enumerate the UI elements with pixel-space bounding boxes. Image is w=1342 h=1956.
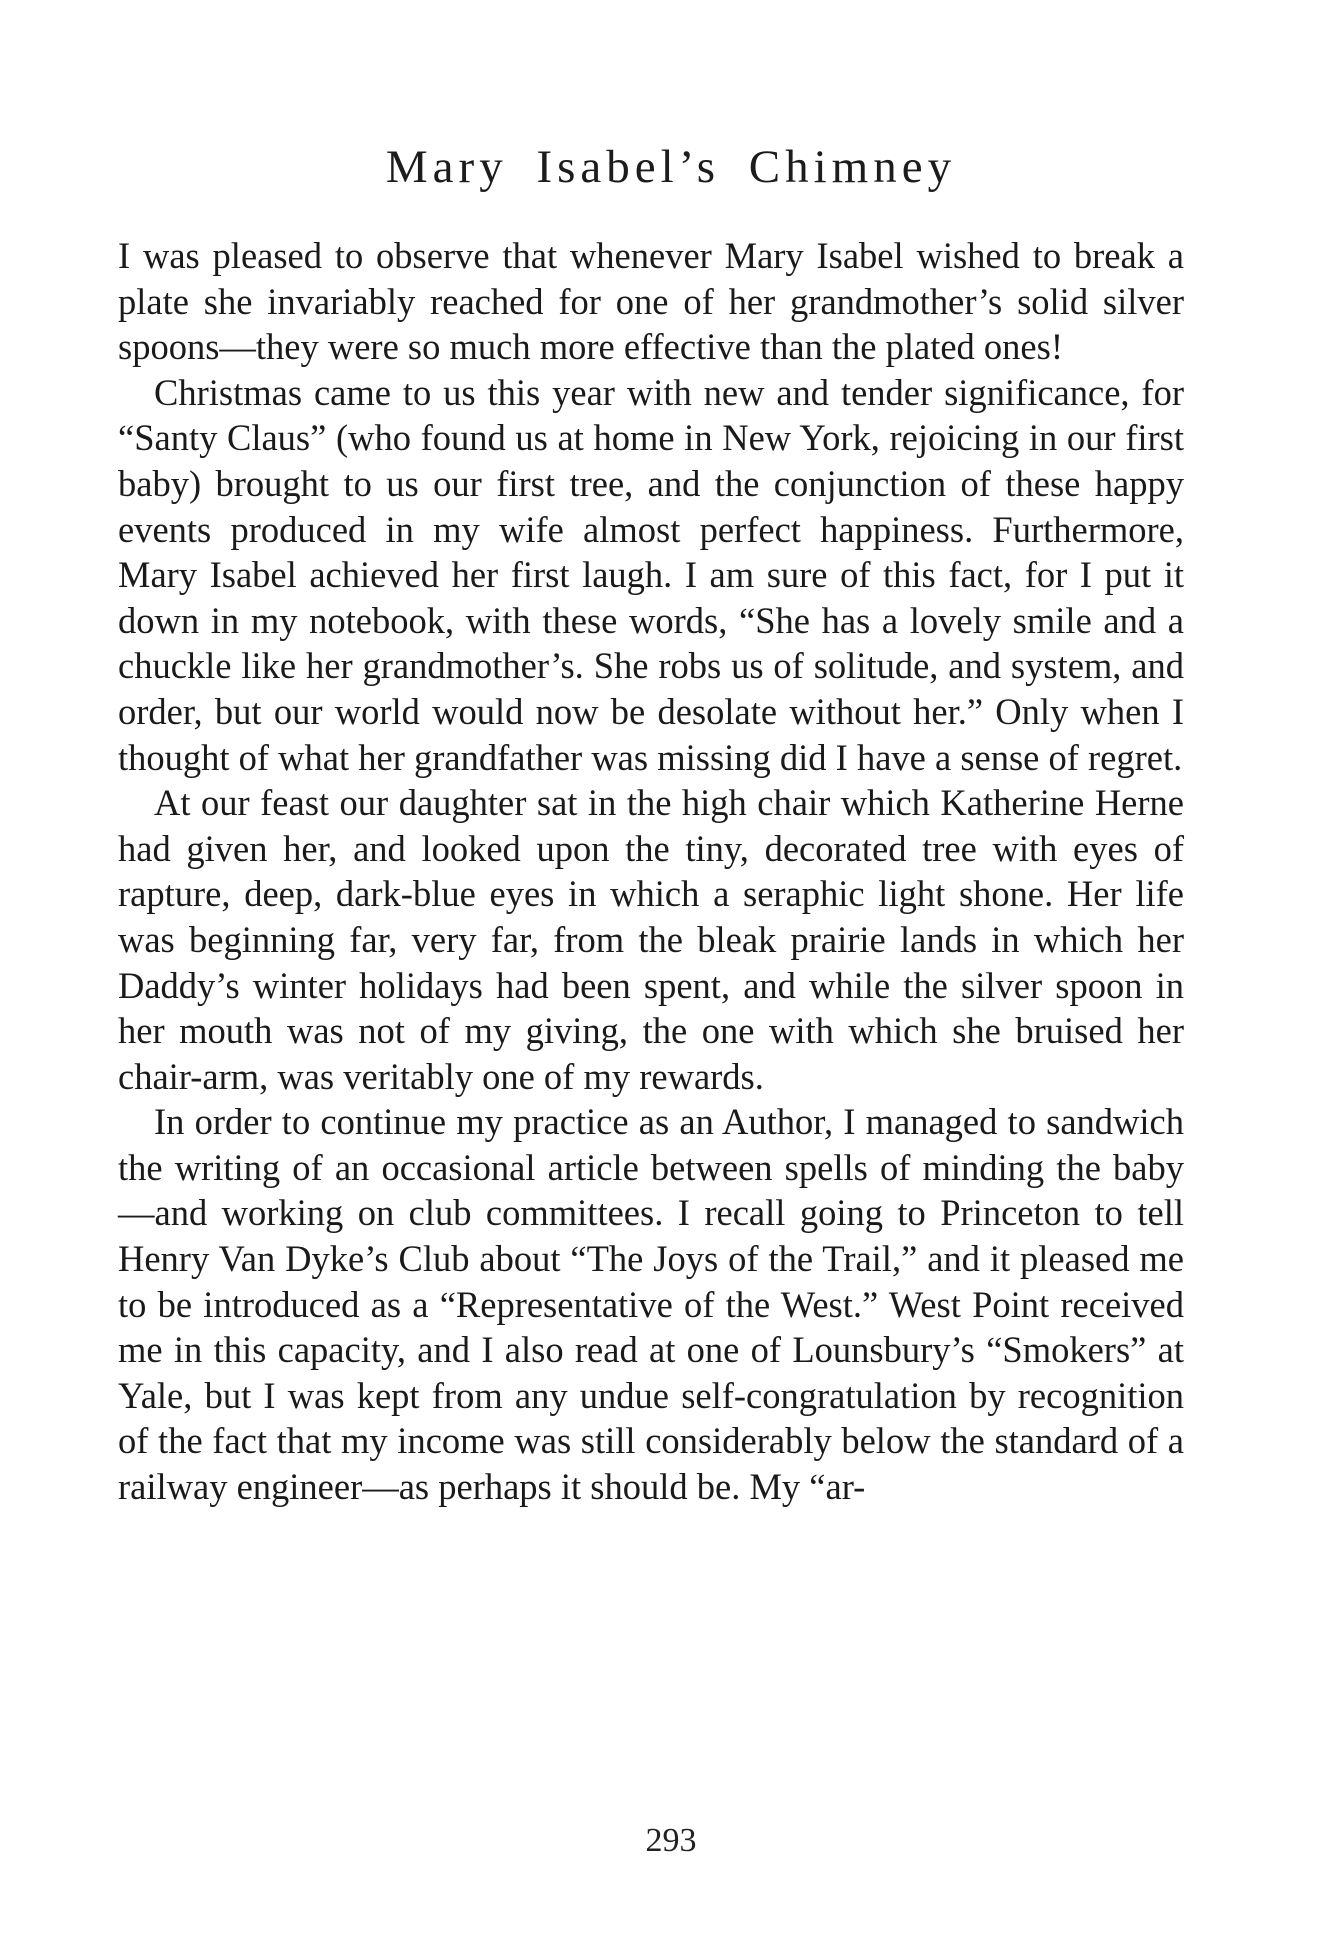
page-number: 293	[645, 1822, 697, 1859]
running-head: Mary Isabel’s Chimney	[385, 141, 957, 193]
paragraph: At our feast our daughter sat in the high chair which Katherine Herne had given her, and looked upon the tiny, decorated tree with eyes of rapture, deep, dark-blue eyes in which a seraphic light shone. Her life was beginning far, very far, from the bleak prairie lands in which her Daddy’s winter holidays had been spent, and while the silver spoon in her mouth was not of my giving, the one with which she bruised her chair-arm, was veritably one of my rewards.	[118, 782, 1184, 1097]
paragraph: Christmas came to us this year with new and tender significance, for “Santy Claus” (who found us at home in New York, rejoicing in our first baby) brought to us our first tree, and the conjunction of these happy events produced in my wife almost perfect happiness. Furthermore, Mary Isabel achieved her first laugh. I am sure of this fact, for I put it down in my notebook, with these words, “She has a lovely smile and a chuckle like her grandmother’s. She robs us of solitude, and system, and order, but our world would now be desolate without her.” Only when I thought of what her grandfather was missing did I have a sense of regret.	[118, 371, 1184, 778]
paragraph: In order to continue my practice as an Author, I managed to sandwich the writing of an occasional article between spells of minding the baby—and working on club committees. I recall going to Princeton to tell Henry Van Dyke’s Club about “The Joys of the Trail,” and it pleased me to be introduced as a “Representative of the West.” West Point received me in this capacity, and I also read at one of Lounsbury’s “Smokers” at Yale, but I was kept from any undue self-congratulation by recognition of the fact that my income was still considerably below the standard of a railway engineer—as perhaps it should be. My “ar-	[118, 1101, 1184, 1508]
body-text	[118, 233, 1184, 1510]
paragraph: I was pleased to observe that whenever Mary Isabel wished to break a plate she invariably reached for one of her grandmother’s solid silver spoons—they were so much more effective than the plated ones!	[118, 235, 1184, 368]
